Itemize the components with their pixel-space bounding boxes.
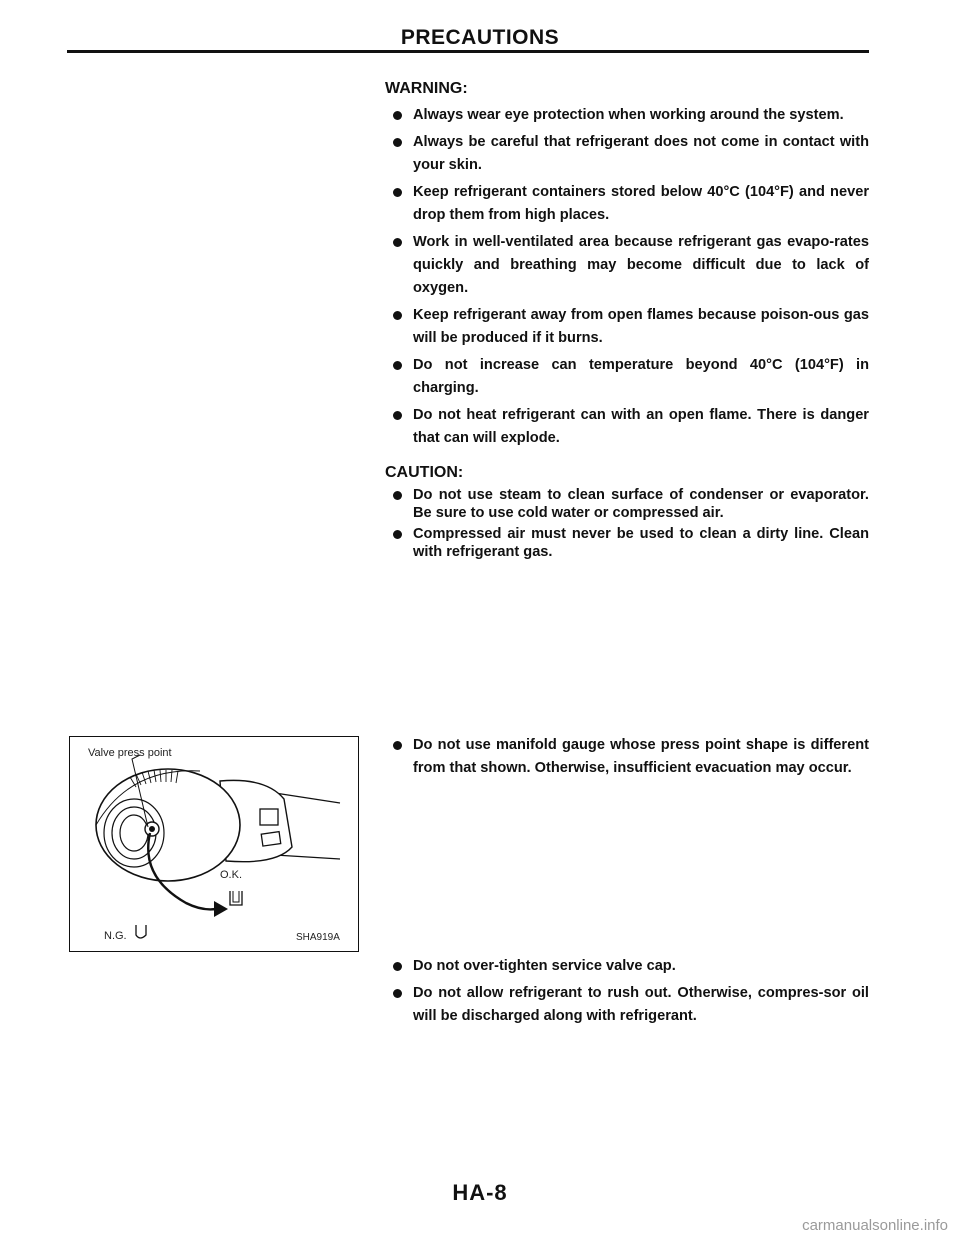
valve-press-point-figure: [69, 736, 359, 952]
warning-item: Always wear eye protection when working around the system.: [385, 104, 869, 127]
caution-item: Compressed air must never be used to clean a dirty line. Clean with refrigerant gas.: [385, 525, 869, 561]
ng-label: N.G.: [104, 930, 127, 942]
title-divider: [67, 50, 869, 53]
caution-item: Do not use steam to clean surface of condenser or evaporator. Be sure to use cold water or compressed air.: [385, 486, 869, 522]
figure-code: SHA919A: [296, 932, 340, 943]
caution-heading: CAUTION:: [385, 464, 464, 481]
warning-item: Do not increase can temperature beyond 40°C (104°F) in charging.: [385, 354, 869, 400]
warning-heading: WARNING:: [385, 80, 468, 97]
warning-list: [385, 104, 869, 454]
warning-item: Always be careful that refrigerant does not come in contact with your skin.: [385, 131, 869, 177]
caution-list: [385, 486, 869, 564]
warning-item: Work in well-ventilated area because refrigerant gas evapo-rates quickly and breathing may become difficult due to lack of oxygen.: [385, 231, 869, 300]
warning-item: Do not heat refrigerant can with an open flame. There is danger that can will explode.: [385, 404, 869, 450]
service-note-list: [385, 955, 869, 1032]
valve-press-point-label: Valve press point: [88, 747, 172, 759]
page-title: PRECAUTIONS: [400, 26, 560, 49]
manifold-note-list: [385, 734, 869, 784]
service-note-item: Do not over-tighten service valve cap.: [385, 955, 869, 978]
warning-item: Keep refrigerant containers stored below 40°C (104°F) and never drop them from high places.: [385, 181, 869, 227]
manifold-note-item: Do not use manifold gauge whose press point shape is different from that shown. Otherwise, insufficient evacuation may occur.: [385, 734, 869, 780]
page-number: HA-8: [452, 1180, 508, 1205]
site-watermark[interactable]: carmanualsonline.info: [802, 1217, 948, 1234]
valve-illustration: [70, 737, 358, 951]
warning-item: Keep refrigerant away from open flames because poison-ous gas will be produced if it burns.: [385, 304, 869, 350]
service-note-item: Do not allow refrigerant to rush out. Otherwise, compres-sor oil will be discharged along with refrigerant.: [385, 982, 869, 1028]
ok-label: O.K.: [220, 869, 243, 881]
